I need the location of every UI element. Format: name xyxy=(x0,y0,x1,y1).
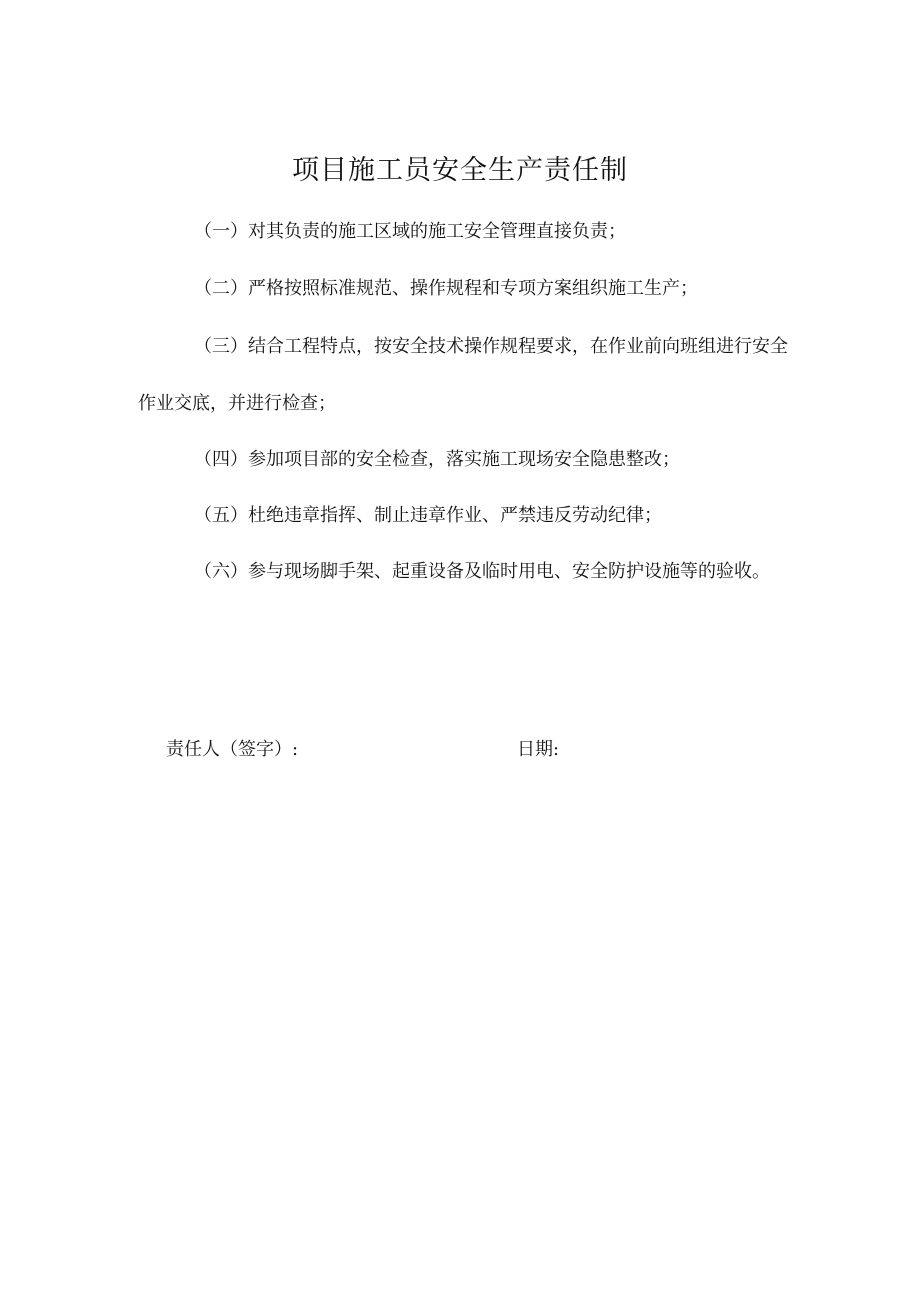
document-title: 项目施工员安全生产责任制 xyxy=(292,155,628,186)
clause-1: （一）对其负责的施工区域的施工安全管理直接负责； xyxy=(194,221,626,242)
clause-3: （三）结合工程特点，按安全技术操作规程要求，在作业前向班组进行安全作业交底，并进行检查； xyxy=(138,336,788,414)
clause-6: （六）参与现场脚手架、起重设备及临时用电、安全防护设施等的验收。 xyxy=(194,561,770,582)
date-label: 日期: xyxy=(517,739,560,760)
clause-4: （四）参加项目部的安全检查，落实施工现场安全隐患整改； xyxy=(194,449,680,470)
signature-row xyxy=(0,730,920,770)
clause-5: （五）杜绝违章指挥、制止违章作业、严禁违反劳动纪律； xyxy=(194,505,662,526)
signature-label: 责任人（签字）: xyxy=(166,739,299,760)
clause-2: （二）严格按照标准规范、操作规程和专项方案组织施工生产； xyxy=(194,278,698,299)
